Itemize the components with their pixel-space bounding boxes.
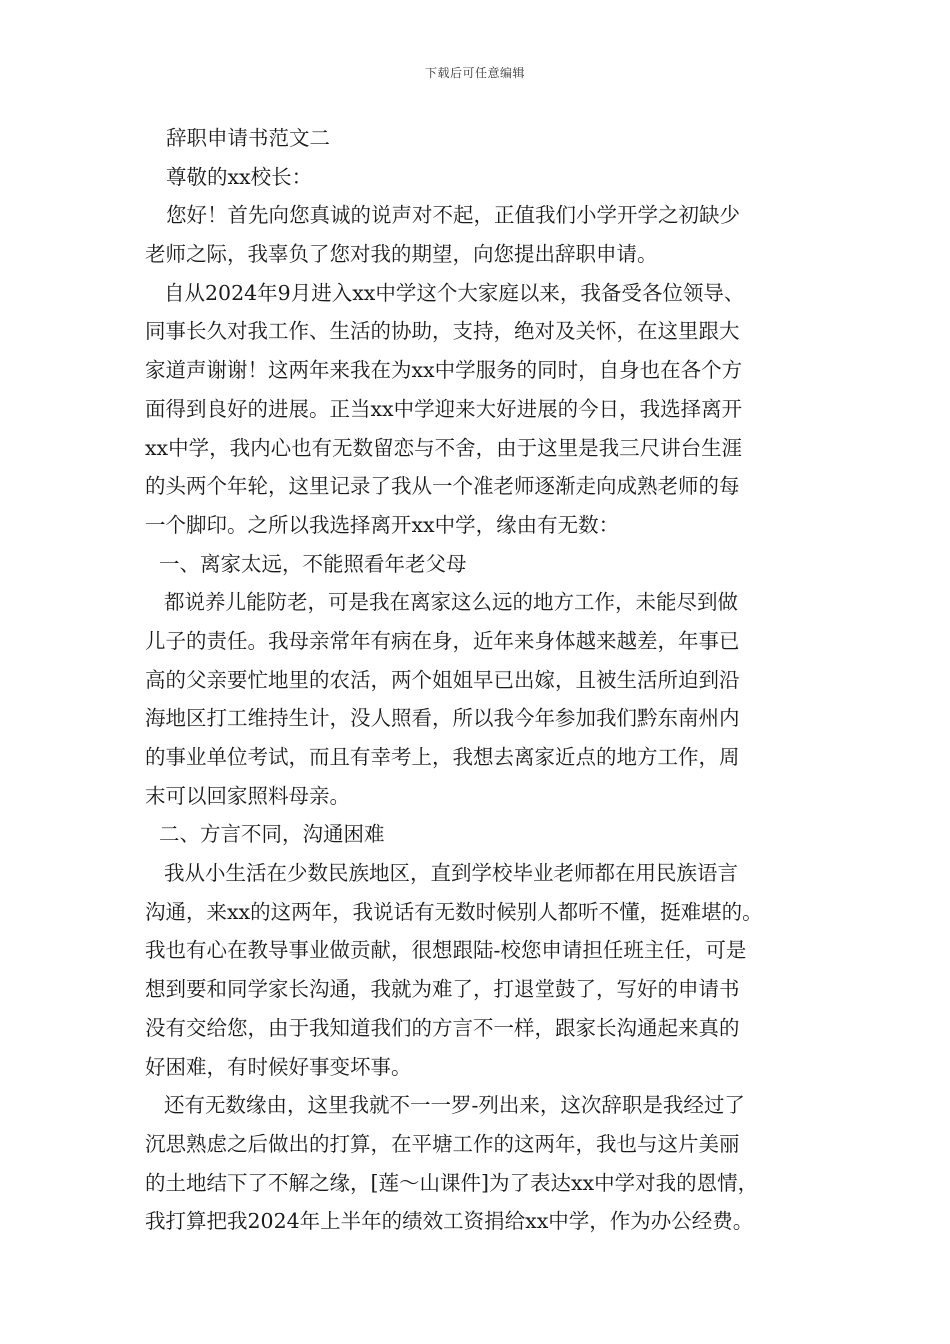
paragraph-line: 您好！首先向您真诚的说声对不起，正值我们小学开学之初缺少: [166, 203, 740, 228]
paragraph-line: 的事业单位考试，而且有幸考上，我想去离家近点的地方工作，周: [145, 745, 740, 769]
document-body: [145, 119, 825, 1241]
paragraph-line: 同事长久对我工作、生活的协助，支持，绝对及关怀，在这里跟大: [145, 319, 740, 344]
paragraph-line: 海地区打工维持生计，没人照看，所以我今年参加我们黔东南州内: [145, 706, 740, 731]
paragraph-line: 沟通，来xx的这两年，我说话有无数时候别人都听不懂，挺难堪的。: [145, 899, 763, 924]
paragraph-line: 还有无数缘由，这里我就不一一罗-列出来，这次辞职是我经过了: [164, 1093, 745, 1118]
paragraph-line: 我也有心在教导事业做贡献，很想跟陆-校您申请担任班主任，可是: [145, 938, 747, 963]
page-header: 下载后可任意编辑: [424, 66, 525, 80]
document-title: 辞职申请书范文二: [166, 126, 330, 150]
section-heading: 二、方言不同，沟通困难: [159, 822, 385, 847]
paragraph-line: 高的父亲要忙地里的农活，两个姐姐早已出嫁，且被生活所迫到沿: [145, 667, 740, 692]
paragraph-line: 的土地结下了不解之缘，[莲～山课件]为了表达xx中学对我的恩情，: [145, 1170, 759, 1195]
salutation: 尊敬的xx校长：: [166, 164, 313, 189]
paragraph-line: 老师之际，我辜负了您对我的期望，向您提出辞职申请。: [145, 242, 658, 267]
paragraph-line: 一个脚印。之所以我选择离开xx中学，缘由有无数：: [145, 512, 620, 537]
paragraph-line: 都说养儿能防老，可是我在离家这么远的地方工作，未能尽到做: [164, 590, 738, 615]
section-heading: 一、离家太远，不能照看年老父母: [159, 551, 467, 576]
paragraph-line: 儿子的责任。我母亲常年有病在身，近年来身体越来越差，年事已: [145, 628, 740, 653]
paragraph-line: 我打算把我2024年上半年的绩效工资捐给xx中学，作为办公经费。: [145, 1209, 754, 1234]
paragraph-line: 自从2024年9月进入xx中学这个大家庭以来，我备受各位领导、: [164, 280, 745, 305]
paragraph-line: 想到要和同学家长沟通，我就为难了，打退堂鼓了，写好的申请书: [145, 977, 740, 1002]
paragraph-line: 的头两个年轮，这里记录了我从一个准老师逐渐走向成熟老师的每: [145, 474, 740, 499]
paragraph-line: 我从小生活在少数民族地区，直到学校毕业老师都在用民族语言: [164, 861, 738, 886]
paragraph-line: 好困难，有时候好事变坏事。: [145, 1054, 412, 1079]
paragraph-line: 没有交给您，由于我知道我们的方言不一样，跟家长沟通起来真的: [145, 1015, 740, 1040]
paragraph-line: 沉思熟虑之后做出的打算，在平塘工作的这两年，我也与这片美丽: [145, 1131, 740, 1156]
paragraph-line: 面得到良好的进展。正当xx中学迎来大好进展的今日，我选择离开: [145, 396, 743, 421]
paragraph-line: 末可以回家照料母亲。: [145, 783, 350, 808]
paragraph-line: 家道声谢谢！这两年来我在为xx中学服务的同时，自身也在各个方: [145, 358, 743, 383]
paragraph-line: xx中学，我内心也有无数留恋与不舍，由于这里是我三尺讲台生涯: [145, 435, 743, 460]
